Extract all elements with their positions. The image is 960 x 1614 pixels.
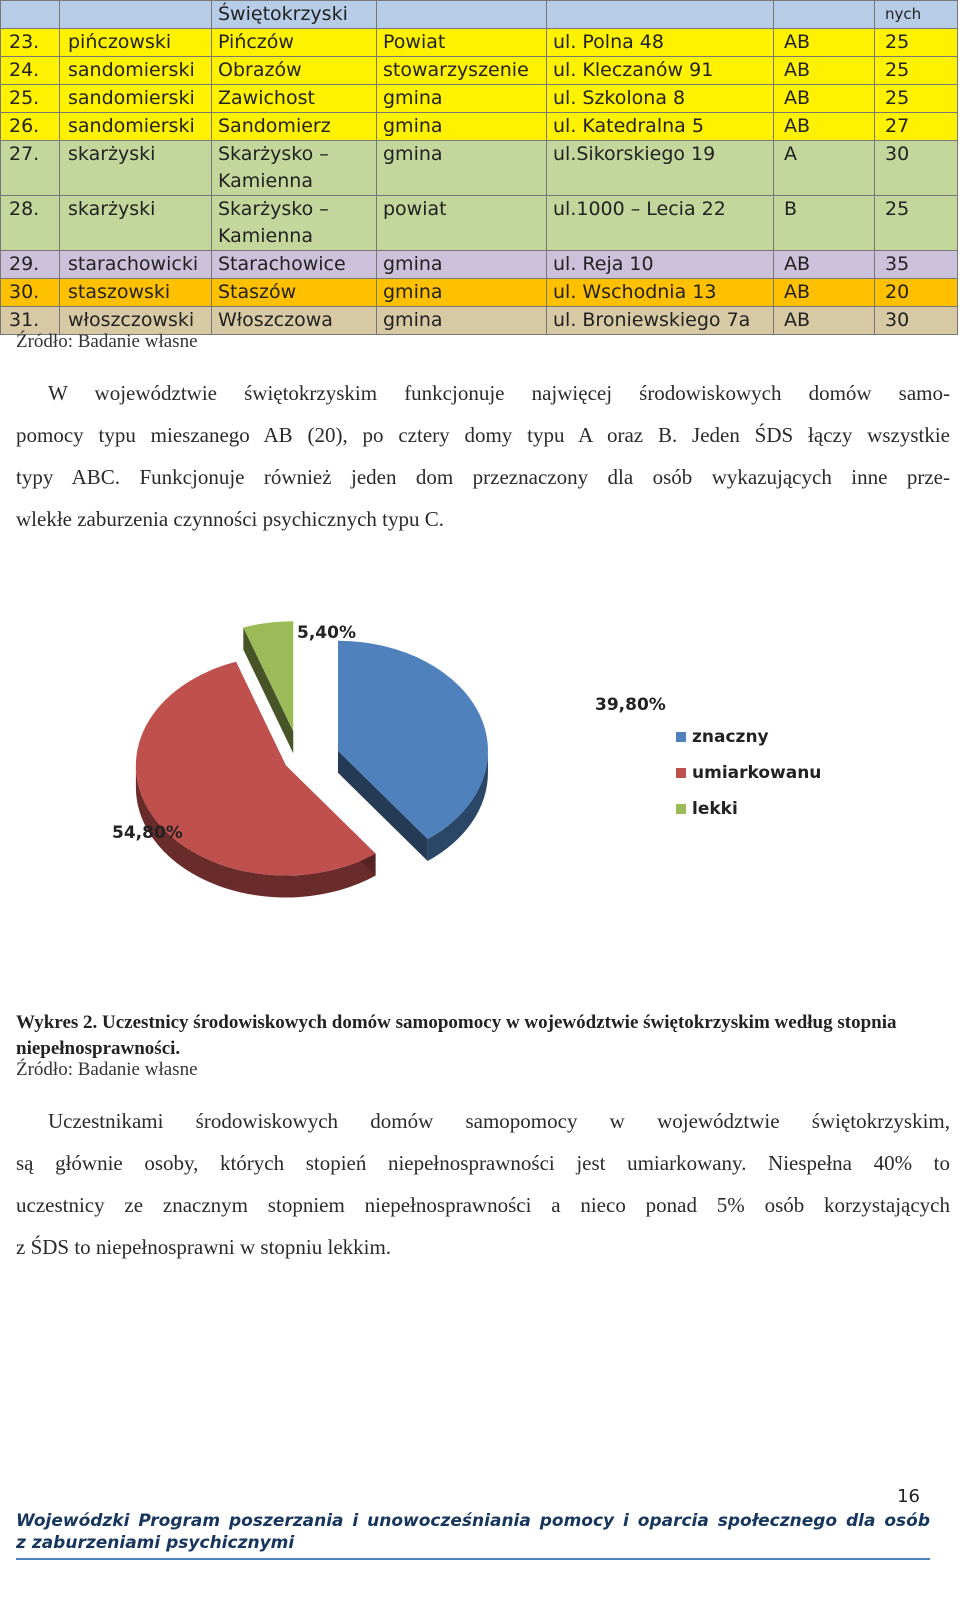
table-cell-county [60,279,212,307]
pie-chart-svg [100,610,860,940]
table-cell-places-text: 30 [885,143,910,165]
paragraph-line: pomocy typu mieszanego AB (20), po cztery domy typu A oraz B. Jeden ŚDS łączy wszystkie [16,423,950,447]
table-cell-no [1,251,60,279]
table-cell-no-text: 23. [9,31,40,53]
table-cell-address [547,279,774,307]
paragraph-types-summary [16,372,950,540]
table-cell-address [547,85,774,113]
table-cell-town [212,57,377,85]
table-cell-type-text: Powiat [383,31,446,53]
table-cell-town-text: Sandomierz [218,115,331,137]
table-cell-town [212,113,377,141]
paragraph-line: typy ABC. Funkcjonuje również jeden dom przeznaczony dla osób wykazujących inne prze- [16,465,950,489]
table-cell-county-text: starachowicki [68,253,199,275]
legend-entry: umiarkowanu [692,763,822,783]
table-cell-no [1,29,60,57]
table-cell-county-text: sandomierski [68,59,195,81]
table-cell-town-text: Staszów [218,281,297,303]
table-cell-places [875,196,958,251]
table-cell-type-text: gmina [383,115,443,137]
table-cell-no-text: 31. [9,309,40,331]
table-cell-town-text: Starachowice [218,253,346,275]
table-cell-address [547,29,774,57]
table-cell-address [547,141,774,196]
pie-slice-znaczny [338,641,488,861]
table-cell-address-text: ul. Szkolona 8 [553,87,686,109]
table-cell-type [377,307,547,335]
table-cell-places [875,251,958,279]
table-cell-type [377,57,547,85]
chart-caption: Wykres 2. Uczestnicy środowiskowych domów samopomocy w województwie świętokrzyskim według stopnia niepełnosprawności. [16,1012,897,1059]
table-cell-type-text: gmina [383,309,443,331]
table-cell-no-text: 24. [9,59,40,81]
table-source-note: Źródło: Badanie własne [16,331,198,352]
table-cell-town-text: Zawichost [218,87,315,109]
table-cell-type-text: gmina [383,281,443,303]
table-row [1,141,958,196]
table-cell-address-text: ul.Sikorskiego 19 [553,143,716,165]
table-cell-no [1,85,60,113]
legend-entry: lekki [692,799,738,819]
table-cell-address [547,307,774,335]
table-cell-category [774,113,875,141]
paragraph-line: uczestnicy ze znacznym stopniem niepełnosprawności a nieco ponad 5% osób korzystających [16,1193,950,1217]
table-cell-town [212,307,377,335]
footer-line-2: z zaburzeniami psychicznymi [16,1533,295,1553]
table-cell-type [377,1,547,29]
footer-rule [16,1558,930,1560]
table-cell-places-text: 25 [885,59,910,81]
table-cell-category-text: AB [784,309,811,331]
table-cell-county-text: sandomierski [68,115,195,137]
table-cell-town [212,29,377,57]
table-cell-type-text: gmina [383,143,443,165]
table-cell-county-text: włoszczowski [68,309,195,331]
table-cell-category-text: AB [784,59,811,81]
table-cell-type [377,196,547,251]
pie-data-label: 39,80% [595,695,666,715]
table-cell-places [875,279,958,307]
table-cell-county-text: staszowski [68,281,171,303]
table-row [1,251,958,279]
table-cell-address-text: ul. Katedralna 5 [553,115,704,137]
table-cell-places-text: 35 [885,253,910,275]
table-row [1,113,958,141]
table-cell-no-text: 29. [9,253,40,275]
table-cell-type [377,113,547,141]
table-cell-type [377,85,547,113]
table-cell-no-text: 28. [9,198,40,220]
table-cell-county [60,1,212,29]
table-cell-category [774,196,875,251]
legend-swatch [676,732,686,742]
table-cell-county [60,141,212,196]
table-cell-no-text: 25. [9,87,40,109]
table-cell-category-text: A [784,143,797,165]
footer-line-1: Wojewódzki Program poszerzania i unowocześniania pomocy i oparcia społecznego dla osób [16,1511,930,1531]
table-cell-county [60,196,212,251]
table-cell-address [547,196,774,251]
table-cell-town [212,251,377,279]
table-cell-town-line2: Kamienna [218,170,313,192]
table-cell-town-text: Obrazów [218,59,302,81]
table-cell-type-text: gmina [383,253,443,275]
table-cell-places [875,29,958,57]
table-cell-category-text: AB [784,31,811,53]
table-cell-category [774,57,875,85]
legend-entry: znaczny [692,727,769,747]
table-cell-category [774,141,875,196]
table-cell-category [774,29,875,57]
table-cell-address-text: ul. Kleczanów 91 [553,59,714,81]
table-cell-places-text: 20 [885,281,910,303]
table-cell-no [1,196,60,251]
page-number: 16 [897,1486,920,1507]
table-cell-type-text: stowarzyszenie [383,59,529,81]
table-cell-county [60,29,212,57]
table-row [1,29,958,57]
table-cell-town [212,85,377,113]
table-cell-no [1,1,60,29]
table-cell-type [377,279,547,307]
table-cell-places-text: 25 [885,31,910,53]
table-cell-type [377,141,547,196]
table-cell-no [1,141,60,196]
table-row [1,279,958,307]
table-cell-town [212,279,377,307]
table-cell-category-text: B [784,198,798,220]
table-cell-address-text: ul. Polna 48 [553,31,664,53]
legend-swatch [676,804,686,814]
paragraph-line: są głównie osoby, których stopień niepełnosprawności jest umiarkowany. Niespełna 40% to [16,1151,950,1175]
table-row-continuation [1,1,958,29]
table-cell-town-text: Włoszczowa [218,309,333,331]
table-cell-town: Świętokrzyski [212,1,377,29]
table-cell-county [60,113,212,141]
table-cell-no [1,279,60,307]
pie-data-label: 5,40% [297,623,356,643]
table-cell-category [774,85,875,113]
table-cell-places [875,141,958,196]
table-cell-county [60,251,212,279]
table-cell-places-text: 30 [885,309,910,331]
table-cell-category-text: AB [784,253,811,275]
table-cell-type-text: powiat [383,198,447,220]
table-cell-no-text: 27. [9,143,40,165]
paragraph-line: Uczestnikami środowiskowych domów samopomocy w województwie świętokrzyskim, [48,1109,950,1133]
table-cell-no-text: 26. [9,115,40,137]
table-cell-address-text: ul. Reja 10 [553,253,654,275]
table-cell-address [547,57,774,85]
table-cell-county [60,85,212,113]
pie-data-label: 54,80% [112,823,183,843]
chart-legend [676,727,821,819]
table-cell-category-text: AB [784,87,811,109]
table-cell-address-text: ul. Wschodnia 13 [553,281,717,303]
paragraph-participants-summary [16,1100,950,1268]
table-cell-address-text: ul. Broniewskiego 7a [553,309,751,331]
table-cell-address-text: ul.1000 – Lecia 22 [553,198,726,220]
table-cell-places [875,85,958,113]
table-cell-places-text: 25 [885,198,910,220]
facilities-table-body [1,1,958,335]
table-cell-type-text: gmina [383,87,443,109]
table-cell-town [212,141,377,196]
table-cell-category [774,251,875,279]
table-cell-category-text: AB [784,281,811,303]
paragraph-line: W województwie świętokrzyskim funkcjonuje najwięcej środowiskowych domów samo- [48,381,950,405]
facilities-table [0,0,958,335]
table-row [1,57,958,85]
table-cell-town-line2: Kamienna [218,225,313,247]
table-cell-no [1,57,60,85]
table-cell-places [875,57,958,85]
legend-swatch [676,768,686,778]
table-cell-places [875,113,958,141]
table-cell-town [212,196,377,251]
table-cell-places-text: 27 [885,115,910,137]
table-cell-category [774,279,875,307]
disability-degree-pie-chart [100,610,860,940]
table-cell-type [377,251,547,279]
page-footer [16,1510,930,1554]
table-cell-address [547,1,774,29]
table-cell-places: nych [875,1,958,29]
table-cell-address [547,251,774,279]
paragraph-line: z ŚDS to niepełnosprawni w stopniu lekkim. [16,1235,392,1259]
table-cell-places [875,307,958,335]
table-row [1,196,958,251]
table-cell-county-text: skarżyski [68,143,156,165]
table-cell-type [377,29,547,57]
table-cell-county-text: sandomierski [68,87,195,109]
table-cell-town-text: Skarżysko – [218,143,329,165]
table-cell-address [547,113,774,141]
table-row [1,85,958,113]
table-cell-town-text: Skarżysko – [218,198,329,220]
table-cell-no [1,113,60,141]
table-cell-category [774,307,875,335]
table-cell-places-text: 25 [885,87,910,109]
paragraph-line: wlekłe zaburzenia czynności psychicznych typu C. [16,507,445,531]
table-cell-county-text: skarżyski [68,198,156,220]
table-cell-category-text: AB [784,115,811,137]
table-cell-town-text: Pińczów [218,31,294,53]
chart-source-note: Źródło: Badanie własne [16,1059,198,1080]
table-cell-county [60,57,212,85]
table-cell-category [774,1,875,29]
table-cell-no-text: 30. [9,281,40,303]
table-cell-county-text: pińczowski [68,31,172,53]
